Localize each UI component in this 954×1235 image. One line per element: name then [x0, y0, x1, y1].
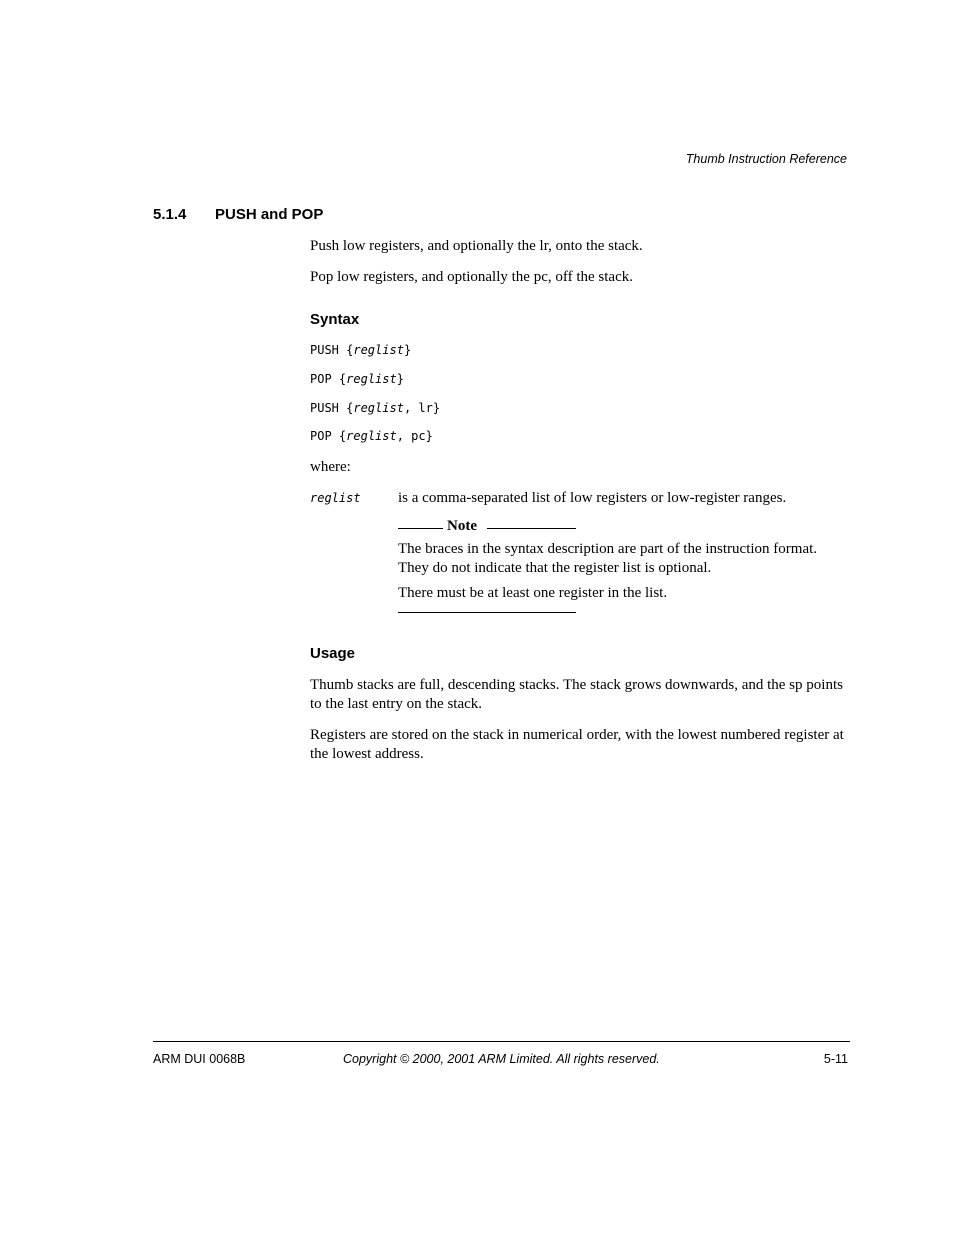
usage-paragraph: Registers are stored on the stack in numerical order, with the lowest numbered register at the lowest address.: [310, 727, 844, 762]
syntax-rest: , pc: [396, 429, 426, 443]
parameter-term: reglist: [310, 491, 361, 505]
note-paragraph: The braces in the syntax description are part of the instruction format. They do not indicate that the register list is optional.: [398, 541, 818, 576]
intro-pop-text: Pop low registers, and optionally the pc, off the stack.: [310, 269, 633, 285]
note-rule-bottom: [398, 612, 576, 613]
syntax-op: PUSH: [310, 401, 339, 415]
syntax-op: POP: [310, 372, 332, 386]
note-paragraph: There must be at least one register in the list.: [398, 585, 668, 601]
syntax-arg: reglist: [346, 372, 397, 386]
syntax-heading: Syntax: [310, 311, 360, 328]
usage-paragraph: Thumb stacks are full, descending stacks. The stack grows downwards, and the sp points to the last entry on the stack.: [310, 677, 843, 712]
note-rule-left: [398, 528, 443, 529]
syntax-op: POP: [310, 429, 332, 443]
syntax-rest: , lr: [403, 401, 433, 415]
footer-doc-id: ARM DUI 0068B: [153, 1052, 246, 1066]
note-rule-right: [487, 528, 576, 529]
usage-heading: Usage: [310, 645, 356, 662]
syntax-arg: reglist: [353, 343, 404, 357]
intro-push-text: Push low registers, and optionally the lr, onto the stack.: [310, 238, 643, 254]
where-label: where:: [310, 459, 351, 475]
syntax-arg: reglist: [353, 401, 404, 415]
syntax-line: POP {reglist, pc}: [310, 429, 433, 443]
syntax-arg: reglist: [346, 429, 397, 443]
syntax-line: POP {reglist}: [310, 372, 404, 386]
syntax-line: PUSH {reglist}: [310, 343, 412, 357]
syntax-line: PUSH {reglist, lr}: [310, 401, 441, 415]
section-title: PUSH and POP: [215, 206, 324, 223]
note-label: Note: [447, 518, 477, 534]
parameter-definition: is a comma-separated list of low registers or low-register ranges.: [398, 490, 787, 506]
section-number: 5.1.4: [153, 206, 187, 223]
running-header: Thumb Instruction Reference: [685, 152, 847, 166]
footer-rule: [153, 1041, 850, 1042]
footer-page-number: 5-11: [823, 1052, 848, 1066]
footer-copyright: Copyright © 2000, 2001 ARM Limited. All rights reserved.: [343, 1052, 660, 1066]
syntax-op: PUSH: [310, 343, 339, 357]
